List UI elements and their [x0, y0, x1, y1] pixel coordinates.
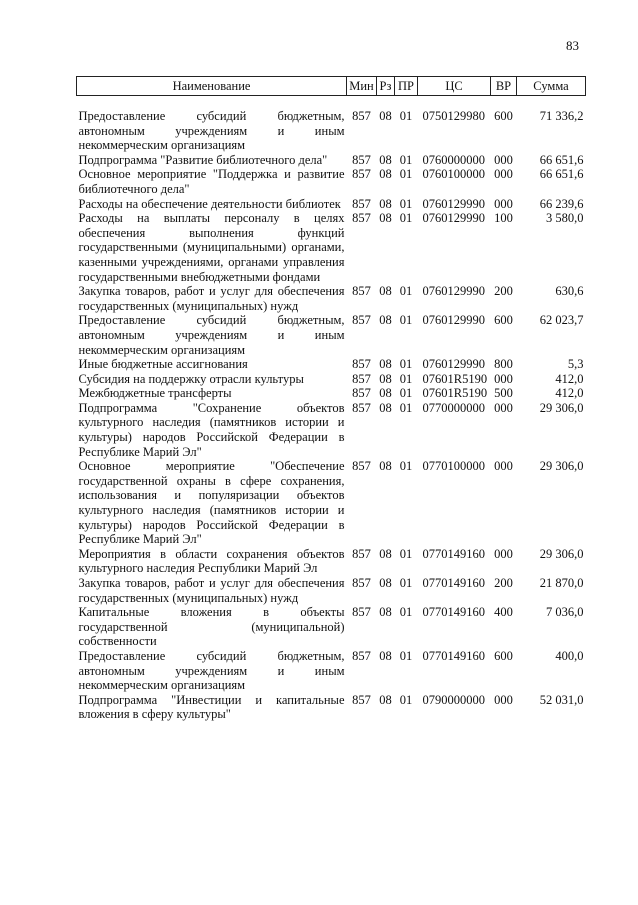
cell-rz: 08 — [379, 576, 392, 590]
cell-rz: 08 — [379, 386, 392, 401]
header-rz: Рз — [377, 77, 395, 96]
cell-cs: 07601R5190 — [422, 371, 488, 386]
cell-name: Субсидия на поддержку отрасли культуры — [78, 371, 304, 386]
cell-rz: 08 — [379, 692, 392, 707]
cell-rz: 08 — [379, 546, 392, 561]
cell-min: 857 — [352, 400, 371, 415]
table-row — [77, 649, 586, 693]
table-row — [77, 211, 586, 284]
cell-pr: 01 — [399, 313, 413, 328]
table-row — [77, 167, 586, 196]
cell-name: Мероприятия в области сохранения объектов культурного наследия Республики Марий Эл — [78, 546, 345, 576]
cell-cs: 0750129980 — [422, 109, 485, 123]
cell-vr: 000 — [494, 692, 513, 707]
cell-rz: 08 — [379, 196, 392, 211]
cell-sum: 52 031,0 — [539, 692, 584, 707]
table-row — [77, 605, 586, 649]
cell-cs: 0770149160 — [422, 546, 485, 561]
cell-name: Закупка товаров, работ и услуг для обеспечения государственных (муниципальных) нужд — [78, 576, 345, 605]
table-row — [77, 372, 586, 387]
cell-pr: 01 — [399, 605, 413, 620]
cell-pr: 01 — [399, 357, 413, 372]
cell-sum: 29 306,0 — [539, 459, 584, 474]
cell-min: 857 — [352, 546, 371, 561]
cell-vr: 000 — [494, 371, 513, 386]
table-row — [77, 693, 586, 722]
cell-pr: 01 — [399, 167, 413, 182]
cell-name: Иные бюджетные ассигнования — [78, 357, 248, 372]
cell-pr: 01 — [399, 386, 413, 401]
cell-cs: 0770149160 — [422, 576, 485, 590]
cell-vr: 000 — [494, 167, 513, 182]
table-row — [77, 313, 586, 357]
cell-min: 857 — [352, 648, 371, 663]
table-row — [77, 576, 586, 605]
cell-cs: 0770149160 — [422, 648, 485, 663]
cell-min: 857 — [352, 109, 371, 123]
cell-sum: 7 036,0 — [546, 605, 584, 620]
cell-name: Основное мероприятие "Поддержка и развитие библиотечного дела" — [78, 167, 345, 196]
cell-min: 857 — [352, 152, 371, 167]
table-row — [77, 459, 586, 547]
cell-min: 857 — [352, 371, 371, 386]
cell-cs: 0760129990 — [422, 196, 485, 211]
cell-vr: 000 — [494, 400, 513, 415]
cell-min: 857 — [352, 167, 371, 182]
table-row — [77, 96, 586, 153]
cell-sum: 3 580,0 — [546, 211, 584, 226]
cell-vr: 100 — [494, 211, 513, 226]
cell-min: 857 — [352, 284, 371, 299]
cell-pr: 01 — [399, 152, 413, 167]
cell-rz: 08 — [379, 648, 392, 663]
cell-cs: 0760129990 — [422, 284, 485, 299]
cell-pr: 01 — [399, 211, 413, 226]
cell-sum: 66 651,6 — [539, 167, 584, 182]
cell-cs: 0760129990 — [422, 211, 485, 226]
cell-sum: 412,0 — [555, 371, 584, 386]
cell-name: Капитальные вложения в объекты государственной (муниципальной) собственности — [78, 605, 345, 649]
cell-name: Подпрограмма "Сохранение объектов культурного наследия (памятников истории и культуры) народов Российской Федерации в Республике Марий Эл" — [78, 400, 345, 459]
cell-rz: 08 — [379, 605, 392, 620]
header-min: Мин — [347, 77, 377, 96]
cell-rz: 08 — [379, 371, 392, 386]
cell-sum: 630,6 — [555, 284, 584, 299]
cell-cs: 0760100000 — [422, 167, 485, 182]
cell-sum: 62 023,7 — [539, 313, 584, 328]
table-body — [77, 96, 586, 722]
table-row — [77, 153, 586, 168]
cell-sum: 66 651,6 — [539, 152, 584, 167]
cell-min: 857 — [352, 605, 371, 620]
cell-sum: 412,0 — [555, 386, 584, 401]
cell-pr: 01 — [399, 692, 413, 707]
table-row — [77, 284, 586, 313]
cell-vr: 000 — [494, 152, 513, 167]
cell-vr: 000 — [494, 196, 513, 211]
cell-sum: 5,3 — [567, 357, 584, 372]
header-cs: ЦС — [418, 77, 491, 96]
cell-min: 857 — [352, 196, 371, 211]
budget-table — [76, 76, 586, 722]
cell-min: 857 — [352, 313, 371, 328]
cell-vr: 000 — [494, 546, 513, 561]
cell-vr: 600 — [494, 109, 513, 123]
cell-name: Подпрограмма "Инвестиции и капитальные вложения в сферу культуры" — [78, 692, 345, 722]
cell-pr: 01 — [399, 109, 413, 123]
cell-cs: 0790000000 — [422, 692, 485, 707]
cell-cs: 0770100000 — [422, 459, 485, 474]
cell-sum: 29 306,0 — [539, 400, 584, 415]
cell-name: Предоставление субсидий бюджетным, автономным учреждениям и иным некоммерческим организациям — [78, 109, 345, 153]
cell-cs: 0770000000 — [422, 400, 485, 415]
cell-sum: 66 239,6 — [539, 196, 584, 211]
cell-sum: 21 870,0 — [539, 576, 584, 590]
cell-vr: 800 — [494, 357, 513, 372]
cell-name: Расходы на обеспечение деятельности библиотек — [78, 196, 341, 211]
cell-min: 857 — [352, 576, 371, 590]
table-header — [77, 77, 586, 96]
cell-sum: 29 306,0 — [539, 546, 584, 561]
cell-rz: 08 — [379, 109, 392, 123]
header-vr: ВР — [491, 77, 517, 96]
cell-pr: 01 — [399, 576, 413, 590]
cell-cs: 07601R5190 — [422, 386, 488, 401]
cell-rz: 08 — [379, 313, 392, 328]
cell-cs: 0760129990 — [422, 313, 485, 328]
cell-rz: 08 — [379, 357, 392, 372]
cell-sum: 400,0 — [555, 648, 584, 663]
cell-pr: 01 — [399, 371, 413, 386]
cell-pr: 01 — [399, 284, 413, 299]
cell-rz: 08 — [379, 400, 392, 415]
cell-vr: 600 — [494, 313, 513, 328]
cell-rz: 08 — [379, 284, 392, 299]
table-row — [77, 401, 586, 459]
header-name: Наименование — [77, 77, 347, 96]
cell-min: 857 — [352, 357, 371, 372]
cell-min: 857 — [352, 459, 371, 474]
cell-sum: 71 336,2 — [539, 109, 584, 123]
cell-rz: 08 — [379, 459, 392, 474]
header-sum: Сумма — [517, 77, 586, 96]
cell-vr: 500 — [494, 386, 513, 401]
cell-pr: 01 — [399, 546, 413, 561]
cell-name: Предоставление субсидий бюджетным, автономным учреждениям и иным некоммерческим организациям — [78, 648, 345, 693]
cell-pr: 01 — [399, 400, 413, 415]
cell-name: Основное мероприятие "Обеспечение государственной охраны в сфере сохранения, использования и популяризации объектов культурного наследия (памятников истории и культуры) народов Российской Федерации в Республике Марий Эл" — [78, 459, 345, 547]
cell-min: 857 — [352, 386, 371, 401]
cell-rz: 08 — [379, 211, 392, 226]
cell-vr: 200 — [494, 284, 513, 299]
table-row — [77, 386, 586, 401]
cell-name: Межбюджетные трансферты — [78, 386, 232, 401]
cell-pr: 01 — [399, 196, 413, 211]
page-number: 83 — [566, 38, 579, 53]
cell-cs: 0760000000 — [422, 152, 485, 167]
cell-name: Предоставление субсидий бюджетным, автономным учреждениям и иным некоммерческим организациям — [78, 313, 345, 357]
table-row — [77, 547, 586, 576]
table-row — [77, 197, 586, 212]
cell-vr: 600 — [494, 648, 513, 663]
cell-cs: 0760129990 — [422, 357, 485, 372]
cell-name: Закупка товаров, работ и услуг для обеспечения государственных (муниципальных) нужд — [78, 284, 345, 313]
cell-min: 857 — [352, 211, 371, 226]
cell-vr: 400 — [494, 605, 513, 620]
cell-vr: 200 — [494, 576, 513, 590]
cell-name: Подпрограмма "Развитие библиотечного дела" — [78, 152, 328, 167]
table-row — [77, 357, 586, 372]
cell-vr: 000 — [494, 459, 513, 474]
header-pr: ПР — [395, 77, 418, 96]
cell-cs: 0770149160 — [422, 605, 485, 620]
cell-name: Расходы на выплаты персоналу в целях обеспечения выполнения функций государственными (муниципальными) органами, казенными учреждениями, органами управления государственными внебюджетными фондами — [78, 211, 345, 284]
cell-rz: 08 — [379, 152, 392, 167]
cell-rz: 08 — [379, 167, 392, 182]
cell-min: 857 — [352, 692, 371, 707]
cell-pr: 01 — [399, 459, 413, 474]
cell-pr: 01 — [399, 648, 413, 663]
